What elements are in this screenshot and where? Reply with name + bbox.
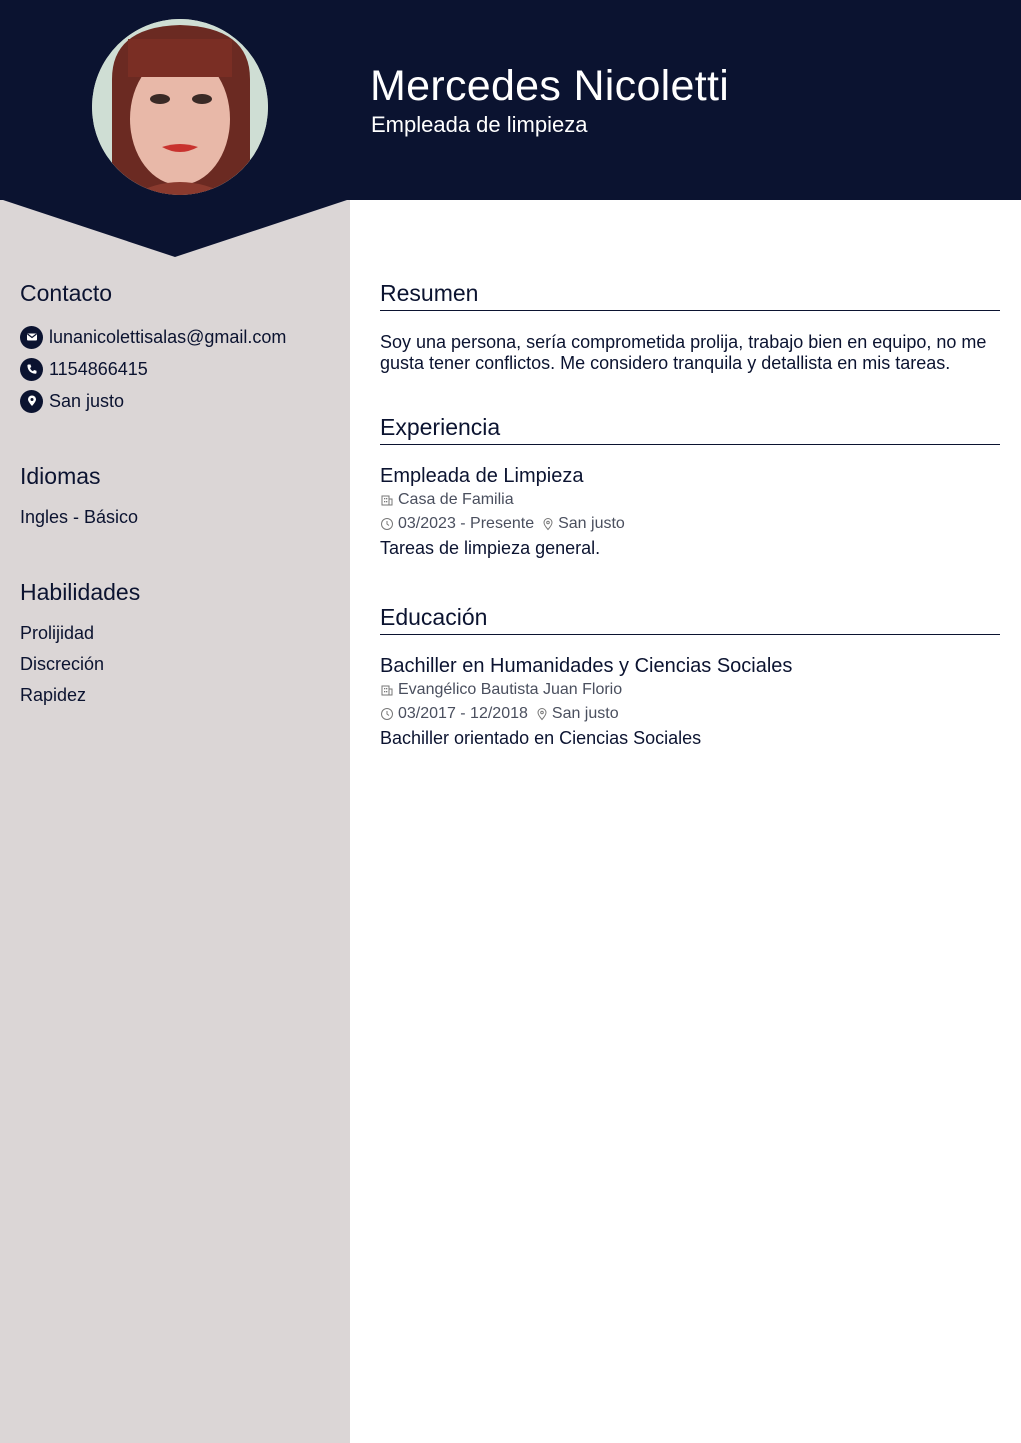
contact-title: Contacto — [20, 280, 113, 306]
phone-icon — [20, 358, 43, 381]
summary-section — [380, 280, 1000, 374]
skill-item: Rapidez — [20, 685, 87, 705]
profile-photo — [92, 19, 268, 195]
experience-company-row — [380, 488, 1000, 512]
clock-icon — [380, 707, 394, 721]
contact-phone-row — [20, 353, 340, 385]
education-title: Educación — [380, 604, 1000, 635]
skills-title: Habilidades — [20, 579, 141, 605]
experience-dates: 03/2023 - Presente — [398, 515, 535, 532]
education-institution: Evangélico Bautista Juan Florio — [398, 681, 623, 698]
candidate-role: Empleada de limpieza — [371, 112, 588, 137]
education-degree: Bachiller en Humanidades y Ciencias Sociales — [380, 655, 793, 677]
email-icon — [20, 326, 43, 349]
contact-email[interactable]: lunanicolettisalas@gmail.com — [49, 326, 287, 347]
experience-description: Tareas de limpieza general. — [380, 538, 601, 558]
clock-icon — [380, 517, 394, 531]
education-section — [380, 604, 1000, 749]
building-icon — [380, 683, 394, 697]
skill-item: Discreción — [20, 654, 105, 674]
language-item: Ingles - Básico — [20, 507, 139, 527]
location-pin-icon — [536, 707, 548, 721]
languages-title: Idiomas — [20, 463, 101, 489]
location-pin-icon — [20, 390, 43, 413]
candidate-name: Mercedes Nicoletti — [370, 62, 730, 110]
contact-location: San justo — [49, 390, 125, 411]
education-description: Bachiller orientado en Ciencias Sociales — [380, 728, 702, 748]
education-location: San justo — [551, 705, 619, 722]
experience-company: Casa de Familia — [398, 491, 514, 508]
contact-section — [20, 280, 340, 417]
education-dates-row — [380, 702, 1000, 726]
contact-phone[interactable]: 1154866415 — [49, 358, 148, 379]
header-chevron — [0, 199, 350, 259]
location-pin-icon — [542, 517, 554, 531]
contact-location-row — [20, 385, 340, 417]
education-institution-row — [380, 678, 1000, 702]
experience-title: Experiencia — [380, 414, 1000, 445]
summary-text: Soy una persona, sería comprometida prolija, trabajo bien en equipo, no me gusta tener conflictos. Me considero tranquila y detallista en mis tareas. — [380, 332, 987, 373]
education-dates: 03/2017 - 12/2018 — [398, 705, 528, 722]
experience-section — [380, 414, 1000, 559]
skill-item: Prolijidad — [20, 623, 95, 643]
building-icon — [380, 493, 394, 507]
experience-dates-row — [380, 512, 1000, 536]
contact-email-row — [20, 321, 340, 353]
skills-section — [20, 579, 340, 711]
experience-job-title: Empleada de Limpieza — [380, 465, 584, 487]
experience-location: San justo — [558, 515, 625, 532]
summary-title: Resumen — [380, 280, 1000, 311]
languages-section — [20, 463, 340, 533]
